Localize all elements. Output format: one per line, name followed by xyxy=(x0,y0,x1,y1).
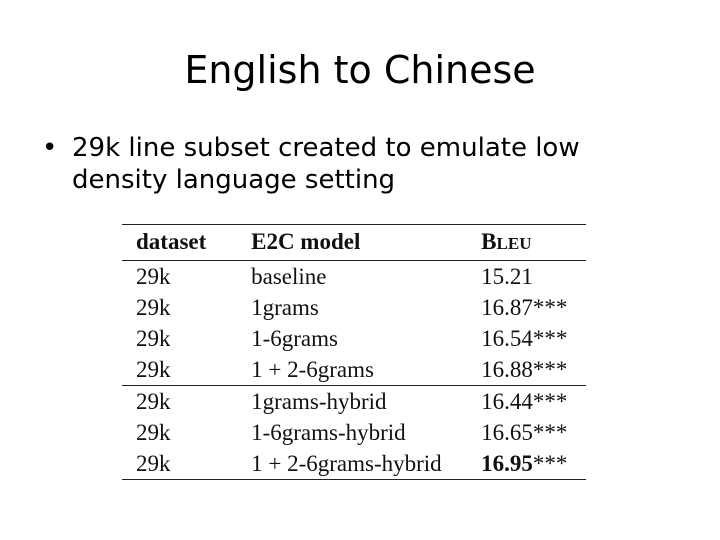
header-model: E2C model xyxy=(251,229,361,254)
cell-dataset: 29k xyxy=(136,264,171,289)
cell-dataset: 29k xyxy=(136,326,171,351)
cell-bleu xyxy=(481,386,586,418)
header-dataset: dataset xyxy=(136,229,207,254)
cell-bleu xyxy=(481,354,586,386)
table-row xyxy=(122,323,586,354)
cell-significance: *** xyxy=(532,326,568,351)
cell-bleu xyxy=(481,323,586,354)
header-bleu xyxy=(481,225,586,261)
table-row xyxy=(122,417,586,448)
cell-significance: *** xyxy=(532,451,568,476)
cell-model: 1 + 2-6grams-hybrid xyxy=(251,451,442,476)
cell-bleu xyxy=(481,417,586,448)
header-bleu-rest: LEU xyxy=(496,234,532,253)
cell-bleu xyxy=(481,448,586,480)
table-header-row xyxy=(122,225,586,261)
cell-dataset: 29k xyxy=(136,389,171,414)
cell-significance: *** xyxy=(532,389,568,414)
table-row xyxy=(122,448,586,480)
cell-significance: *** xyxy=(532,357,568,382)
cell-bleu xyxy=(481,292,586,323)
table-row xyxy=(122,261,586,293)
cell-score: 16.88 xyxy=(481,357,533,382)
cell-dataset: 29k xyxy=(136,357,171,382)
cell-model: baseline xyxy=(251,264,327,289)
cell-score: 16.44 xyxy=(481,389,533,414)
results-table xyxy=(122,224,586,480)
bullet-text: 29k line subset created to emulate low density language setting xyxy=(72,133,580,195)
slide-title: English to Chinese xyxy=(184,48,536,92)
cell-significance: *** xyxy=(532,295,568,320)
table-row xyxy=(122,386,586,418)
cell-score: 16.65 xyxy=(481,420,533,445)
cell-dataset: 29k xyxy=(136,420,171,445)
bullet-icon: • xyxy=(42,133,58,163)
cell-score: 15.21 xyxy=(481,264,533,289)
cell-model: 1grams-hybrid xyxy=(251,389,387,414)
table-row xyxy=(122,354,586,386)
cell-model: 1-6grams-hybrid xyxy=(251,420,406,445)
header-bleu-initial: B xyxy=(481,229,497,254)
cell-score: 16.54 xyxy=(481,326,533,351)
cell-score-best: 16.95 xyxy=(481,451,533,476)
cell-significance: *** xyxy=(532,420,568,445)
cell-model: 1-6grams xyxy=(251,326,338,351)
cell-dataset: 29k xyxy=(136,451,171,476)
cell-bleu xyxy=(481,261,586,293)
cell-model: 1grams xyxy=(251,295,319,320)
cell-model: 1 + 2-6grams xyxy=(251,357,374,382)
cell-dataset: 29k xyxy=(136,295,171,320)
bullet-item xyxy=(42,132,642,196)
table-row xyxy=(122,292,586,323)
cell-score: 16.87 xyxy=(481,295,533,320)
